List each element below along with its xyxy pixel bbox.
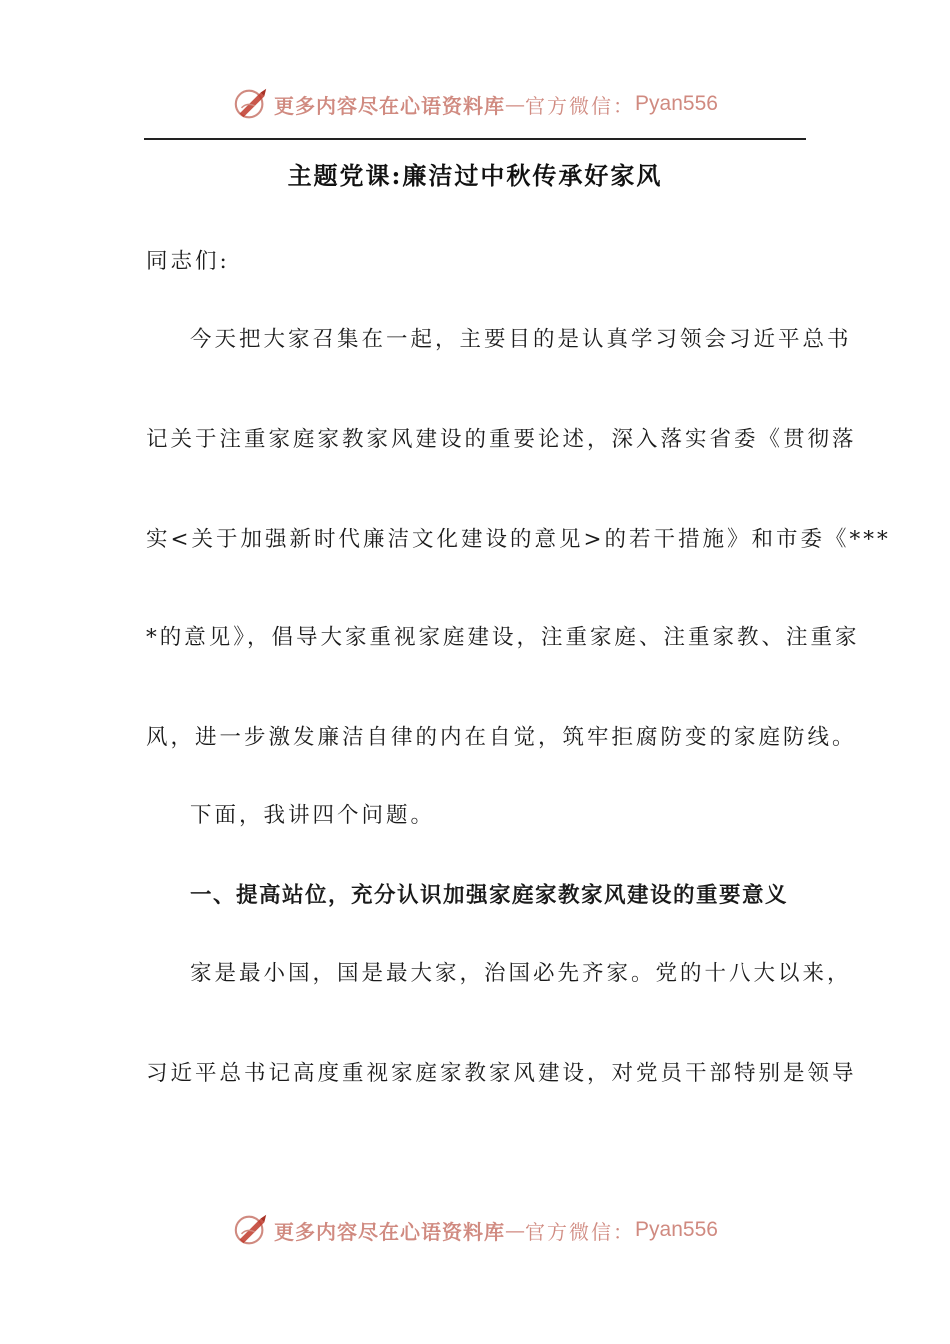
paragraph-line: 下面，我讲四个问题。: [190, 803, 436, 828]
paragraph-line: 记关于注重家庭家教家风建设的重要论述，深入落实省委《贯彻落: [146, 427, 857, 452]
paragraph-line: 实<关于加强新时代廉洁文化建设的意见>的若干措施》和市委《***: [146, 527, 891, 552]
section-heading: 一、提高站位，充分认识加强家庭家教家风建设的重要意义: [190, 883, 789, 908]
paragraph-line: 习近平总书记高度重视家庭家教家风建设，对党员干部特别是领导: [146, 1061, 857, 1086]
salutation: 同志们:: [146, 249, 230, 274]
watermark-wechat-id: Pyan556: [635, 1218, 718, 1241]
watermark-wechat-label: 官方微信：: [525, 1219, 636, 1244]
paragraph-line: 家是最小国，国是最大家，治国必先齐家。党的十八大以来，: [190, 961, 852, 986]
pen-logo-icon: [232, 85, 270, 123]
paragraph-line: 今天把大家召集在一起，主要目的是认真学习领会习近平总书: [190, 327, 852, 352]
paragraph-line: *的意见》，倡导大家重视家庭建设，注重家庭、注重家教、注重家: [146, 625, 860, 650]
pen-logo-icon: [232, 1211, 270, 1249]
header-divider: [144, 138, 806, 140]
watermark-wechat-id: Pyan556: [635, 92, 718, 115]
header-watermark: [0, 82, 950, 126]
watermark-separator: —: [505, 92, 526, 116]
watermark-brand: 更多内容尽在心语资料库: [274, 93, 506, 118]
paragraph-line: 风，进一步激发廉洁自律的内在自觉，筑牢拒腐防变的家庭防线。: [146, 725, 857, 750]
document-title: 主题党课:廉洁过中秋传承好家风: [287, 161, 663, 190]
watermark-wechat-label: 官方微信：: [525, 93, 636, 118]
watermark-brand: 更多内容尽在心语资料库: [274, 1219, 506, 1244]
footer-watermark: [0, 1208, 950, 1252]
watermark-separator: —: [505, 1218, 526, 1242]
